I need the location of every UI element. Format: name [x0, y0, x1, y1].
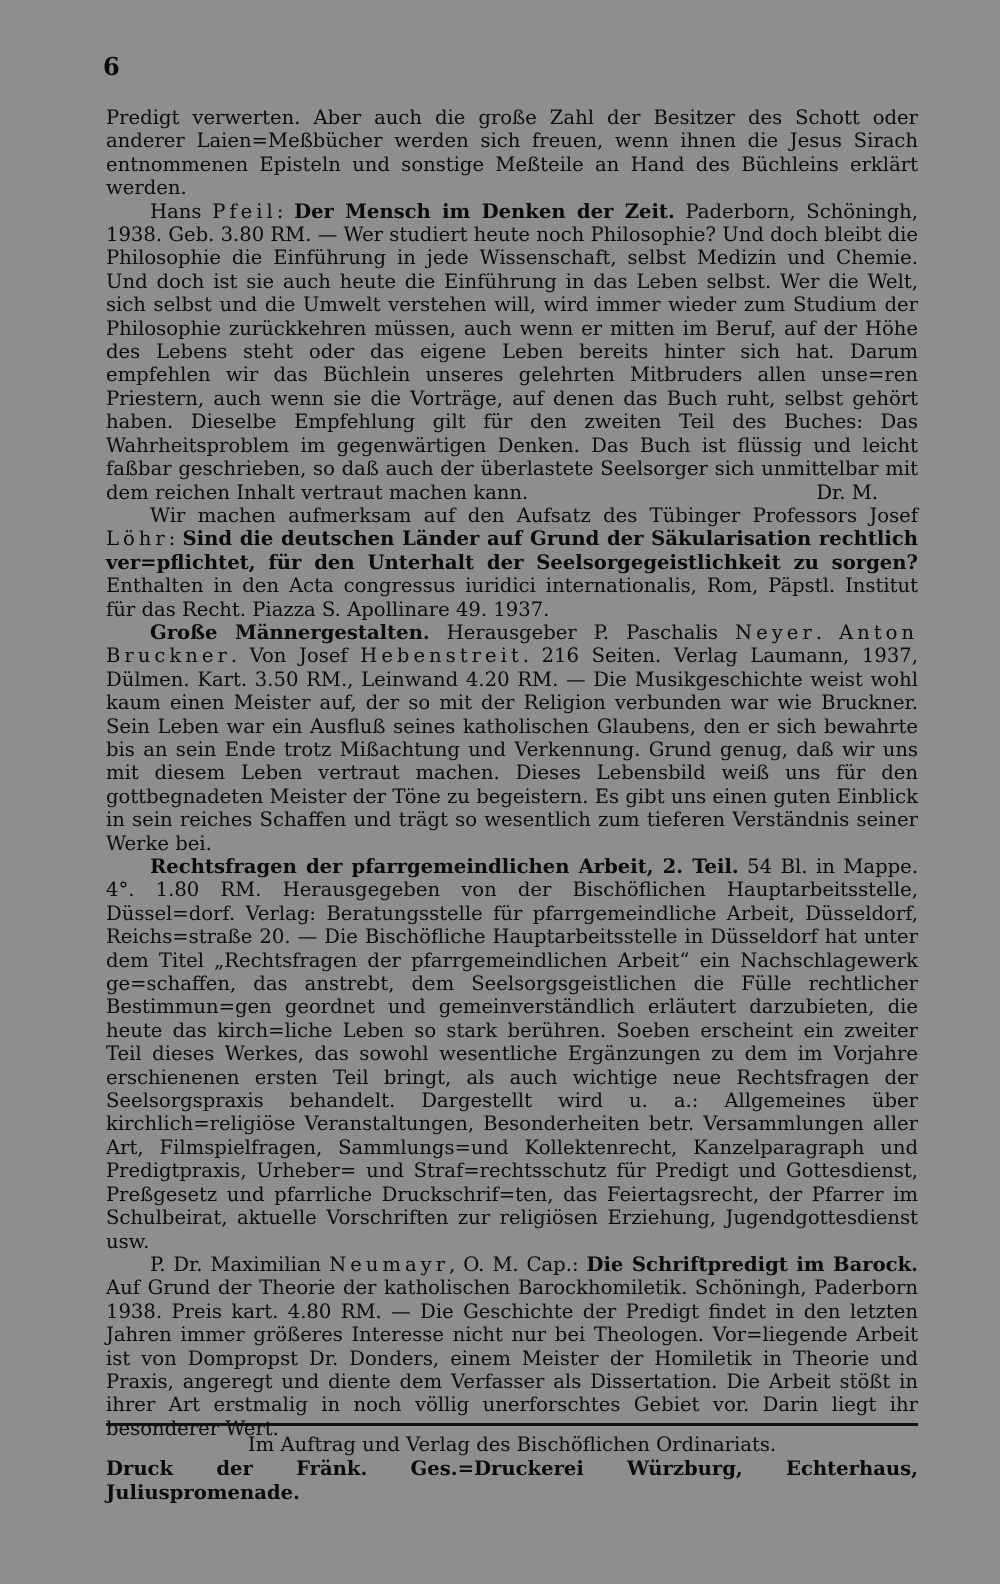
- paragraph-intro: [106, 106, 918, 200]
- review-text: , O. M. Cap.:: [449, 1252, 587, 1276]
- body-text: [106, 106, 918, 1440]
- book-title: Der Mensch im Denken der Zeit.: [294, 199, 675, 223]
- editor-surname: Neyer: [734, 620, 816, 644]
- author-surname: Pfeil: [212, 199, 277, 223]
- subject-name: Anton Bruckner: [106, 620, 918, 668]
- article-title: Sind die deutschen Länder auf Grund der Säkularisation rechtlich ver=pflichtet, für den Unterhalt der Seelsorgegeistlichkeit zu sorgen?: [106, 527, 918, 574]
- review-text: Herausgeber P. Paschalis: [429, 620, 735, 644]
- title-separator: :: [168, 527, 183, 551]
- review-schriftpredigt: [106, 1253, 918, 1440]
- printer-line: Druck der Fränk. Ges.=Druckerei Würzburg, Echterhaus, Juliuspromenade.: [106, 1457, 918, 1504]
- publisher-line: Im Auftrag und Verlag des Bischöflichen Ordinariats.: [247, 1433, 777, 1456]
- review-text: P. Dr. Maximilian: [150, 1252, 330, 1276]
- punctuation: .: [815, 620, 839, 644]
- review-text: Paderborn, Schöningh, 1938. Geb. 3.80 RM. — Wer studiert heute noch Philosophie? Und doch bleibt die Philosophie die Einführung in jede Wissenschaft, selbst Medizin und Chemie. Und doch ist sie auch heute die Einführung in das Leben selbst. Wer die Welt, sich selbst und die Umwelt verstehen will, wird immer wieder zum Studium der Philosophie zurückkehren müssen, auch wenn er mitten im Beruf, auf der Höhe des Lebens steht oder das eigene Leben bereits hinter sich hat. Darum empfehlen wir das Büchlein unseres gelehrten Mitbruders allen unse=ren Priestern, auch wenn sie die Vorträge, auf denen das Buch ruht, selbst gehört haben. Dieselbe Empfehlung gilt für den zweiten Teil des Buches: Das Wahrheitsproblem im gegenwärtigen Denken. Das Buch ist flüssig und leicht faßbar geschrieben, so daß auch der überlastete Seelsorger sich unmittelbar mit dem reichen Inhalt vertraut machen kann.: [106, 199, 918, 504]
- series-title: Große Männergestalten.: [150, 620, 430, 644]
- review-rechtsfragen: [106, 855, 918, 1253]
- review-text: Auf Grund der Theorie der katholischen Barockhomiletik. Schöningh, Paderborn 1938. Preis kart. 4.80 RM. — Die Geschichte der Predigt findet in den letzten Jahren immer größeres Interesse nicht nur bei Theologen. Vor=liegende Arbeit ist von Dompropst Dr. Donders, einem Meister der Homiletik in Theorie und Praxis, angeregt und diente dem Verfasser als Dissertation. Die Arbeit stößt in ihrer Art erstmalig in noch völlig unerforschtes Gebiet vor. Darin liegt ihr besonderer Wert.: [106, 1276, 918, 1440]
- book-title: Rechtsfragen der pfarrgemeindlichen Arbeit, 2. Teil.: [150, 855, 739, 878]
- author-surname: Neumayr: [329, 1252, 450, 1276]
- author-surname: Hebenstreit: [360, 644, 523, 668]
- book-title: Die Schriftpredigt im Barock.: [586, 1252, 918, 1276]
- footer-rule: [106, 1423, 918, 1426]
- author-first-name: Hans: [150, 199, 202, 223]
- review-text: . 216 Seiten. Verlag Laumann, 1937, Dülmen. Kart. 3.50 RM., Leinwand 4.20 RM. — Die Musikgeschichte weist wohl kaum einen Meister auf, der so mit der Religion verbunden war wie Bruckner. Sein Leben war ein Ausfluß seines katholischen Glaubens, den er sich bewahrte bis an sein Ende trotz Mißachtung und Verkennung. Grund genug, daß wir uns mit diesem Leben vertraut machen. Dieses Lebensbild weiß uns für den gottbegnadeten Meister der Töne zu begeistern. Es gibt uns einen guten Einblick in sein reiches Schaffen und trägt so wesentlich zum tieferen Verständnis seiner Werke bei.: [106, 644, 918, 855]
- notice-text: Wir machen aufmerksam auf den Aufsatz des Tübinger Professors Josef: [150, 503, 918, 527]
- review-text: 54 Bl. in Mappe. 4°. 1.80 RM. Herausgegeben von der Bischöflichen Hauptarbeitsstelle, Düssel=dorf. Verlag: Beratungsstelle für pfarrgemeindliche Arbeit, Düsseldorf, Reichs=straße 20. — Die Bischöfliche Hauptarbeitsstelle in Düsseldorf hat unter dem Titel „Rechtsfragen der pfarrgemeindlichen Arbeit“ ein Nachschlagewerk ge=schaffen, das anstrebt, dem Seelsorgsgeistlichen die Fülle rechtlicher Bestimmun=gen geordnet und gemeinverständlich erläutert darzubieten, die heute das kirch=liche Leben so stark berühren. Soeben erscheint ein zweiter Teil dieses Werkes, das sowohl wesentliche Ergänzungen zu dem im Vorjahre erschienenen ersten Teil bringt, als auch wichtige neue Rechtsfragen der Seelsorgspraxis behandelt. Dargestellt wird u. a.: Allgemeines über kirchlich=religiöse Veranstaltungen, Besonderheiten betr. Versammlungen aller Art, Filmspielfragen, Sammlungs=und Kollektenrecht, Kanzelparagraph und Predigtpraxis, Urheber= und Straf=rechtsschutz für Predigt und Gottesdienst, Preßgesetz und pfarrliche Druckschrif=ten, das Feiertagsrecht, der Pfarrer im Schulbeirat, aktuelle Vorschriften zur religiösen Erziehung, Jugendgottesdienst usw.: [106, 855, 918, 1253]
- page-number: 6: [103, 52, 120, 81]
- title-separator: :: [276, 199, 295, 223]
- review-pfeil: [106, 200, 918, 504]
- review-text: . Von Josef: [230, 644, 361, 668]
- reviewer-signature: Dr. M.: [816, 480, 878, 504]
- imprint-footer: [106, 1433, 918, 1505]
- review-maennergestalten: [106, 621, 918, 855]
- notice-loehr: [106, 504, 918, 621]
- paragraph-text: Predigt verwerten. Aber auch die große Zahl der Besitzer des Schott oder anderer Laien=Meßbücher werden sich freuen, wenn ihnen die Jesus Sirach entnommenen Episteln und sonstige Meßteile an Hand des Büchleins erklärt werden.: [106, 106, 918, 200]
- author-surname: Löhr: [106, 527, 169, 551]
- notice-source: Enthalten in den Acta congressus iuridici internationalis, Rom, Päpstl. Institut für das Recht. Piazza S. Apollinare 49. 1937.: [106, 574, 918, 621]
